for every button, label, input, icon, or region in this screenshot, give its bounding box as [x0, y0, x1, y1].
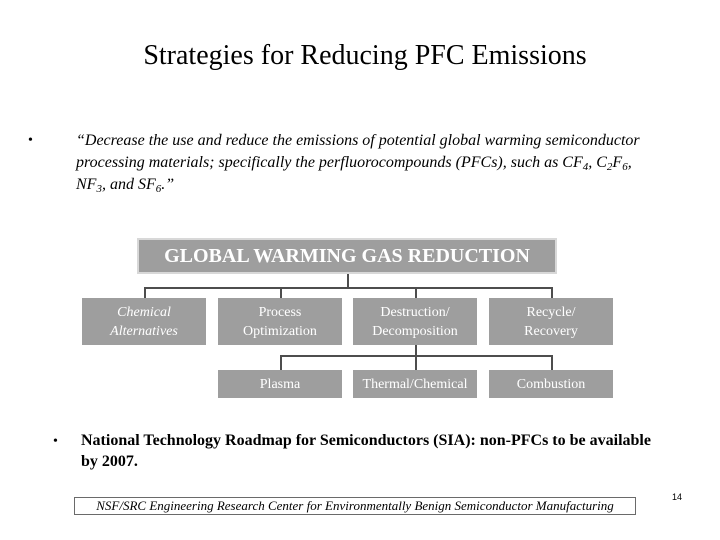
- page-number: 14: [672, 492, 683, 502]
- strategy-label-line1: Recycle/: [526, 304, 576, 320]
- strategy-label-line2: Recovery: [524, 323, 578, 339]
- method-label: Thermal/Chemical: [362, 376, 468, 392]
- diagram-root-box: [137, 238, 557, 274]
- connector-strategy-bar: [144, 287, 552, 289]
- strategy-label-line1: Destruction/: [380, 304, 450, 320]
- connector-strategy-2: [280, 287, 282, 298]
- quote-text-part: , C: [588, 154, 607, 171]
- quote-text-part: .”: [161, 176, 175, 193]
- quote-text-part: , and SF: [101, 176, 156, 193]
- slide-title: Strategies for Reducing PFC Emissions: [143, 40, 587, 71]
- subscript: 6: [155, 183, 162, 195]
- method-box-combustion: [489, 370, 613, 398]
- bullet-dot: •: [28, 133, 33, 148]
- connector-strategy-4: [551, 287, 553, 298]
- strategy-label-line2: Optimization: [243, 323, 317, 339]
- connector-strategy-3: [415, 287, 417, 298]
- strategy-label-line1: Chemical: [117, 304, 171, 320]
- quote-text-part: , NF: [76, 154, 632, 193]
- subscript: 4: [582, 161, 589, 173]
- strategy-label-line1: Process: [258, 304, 302, 320]
- connector-method-1: [280, 355, 282, 370]
- strategy-box-destruction-decomposition: [353, 298, 477, 345]
- diagram-root-label: GLOBAL WARMING GAS REDUCTION: [164, 244, 530, 267]
- method-label: Plasma: [259, 376, 301, 392]
- roadmap-text: National Technology Roadmap for Semiconductors (SIA): non-PFCs to be available by 2007.: [81, 432, 651, 470]
- connector-strategy-1: [144, 287, 146, 298]
- subscript: 3: [96, 183, 102, 195]
- strategy-box-recycle-recovery: [489, 298, 613, 345]
- method-label: Combustion: [516, 376, 586, 392]
- strategy-box-process-optimization: [218, 298, 342, 345]
- method-box-plasma: [218, 370, 342, 398]
- strategy-label-line2: Decomposition: [372, 323, 458, 339]
- subscript: 2: [606, 161, 613, 173]
- connector-root-down: [347, 274, 349, 288]
- method-box-thermal-chemical: [353, 370, 477, 398]
- bullet-dot: •: [53, 434, 58, 449]
- strategy-box-chemical-alternatives: [82, 298, 206, 345]
- quote-text-part: F: [612, 154, 623, 171]
- strategy-label-line2: Alternatives: [110, 323, 178, 339]
- footer-credit: NSF/SRC Engineering Research Center for Environmentally Benign Semiconductor Manufacturing: [74, 497, 636, 515]
- connector-method-3: [551, 355, 553, 370]
- connector-method-2: [415, 355, 417, 370]
- subscript: 6: [622, 161, 628, 173]
- quote-text-part: “Decrease the use and reduce the emissions of potential global warming semiconductor processing materials; specifically the perfluorocompounds (PFCs), such as CF: [76, 132, 640, 171]
